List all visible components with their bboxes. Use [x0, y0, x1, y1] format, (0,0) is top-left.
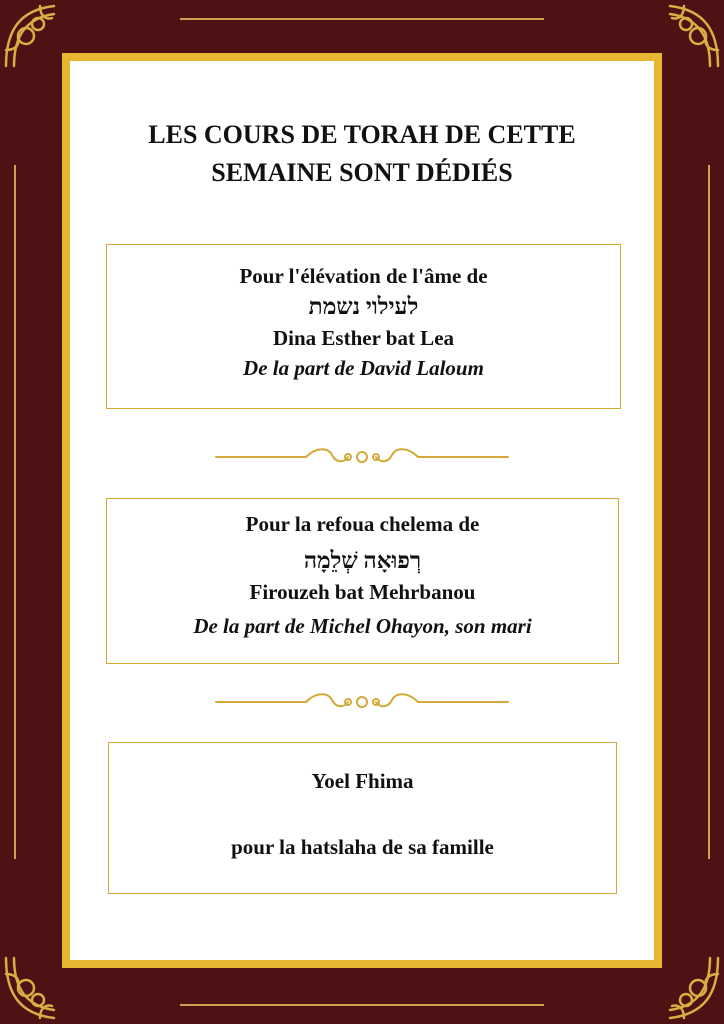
dedication-3-name: Yoel Fhima	[311, 769, 414, 793]
title-line-2: SEMAINE SONT DÉDIÉS	[211, 158, 513, 187]
title-line-1: LES COURS DE TORAH DE CETTE	[148, 120, 576, 149]
dedication-2-intro: Pour la refoua chelema de	[245, 512, 480, 536]
dedication-1-name: Dina Esther bat Lea	[272, 326, 455, 350]
dedication-3-purpose: pour la hatslaha de sa famille	[231, 835, 494, 859]
dedication-1-intro: Pour l'élévation de l'âme de	[239, 264, 488, 288]
dedication-2-from: De la part de Michel Ohayon, son mari	[193, 614, 532, 638]
dedication-2-name: Firouzeh bat Mehrbanou	[249, 580, 476, 604]
corner-ornament-top-right-icon	[652, 0, 724, 72]
corner-ornament-bottom-right-icon	[652, 952, 724, 1024]
left-frame-line	[14, 165, 16, 859]
dedication-box-1	[106, 244, 621, 409]
right-frame-line	[708, 165, 710, 859]
dedication-1-hebrew: לעילוי נשמת	[308, 294, 419, 319]
bottom-frame-line	[180, 1004, 544, 1006]
page-title	[70, 116, 654, 192]
top-frame-line	[180, 18, 544, 20]
dedication-2-hebrew: רְפוּאָה שְׁלֵמָה	[303, 548, 422, 573]
dedication-box-3	[108, 742, 617, 894]
dedication-1-from: De la part de David Laloum	[243, 356, 484, 380]
divider-ornament-1-icon	[212, 445, 512, 469]
dedication-box-2	[106, 498, 619, 664]
divider-ornament-2-icon	[212, 690, 512, 714]
